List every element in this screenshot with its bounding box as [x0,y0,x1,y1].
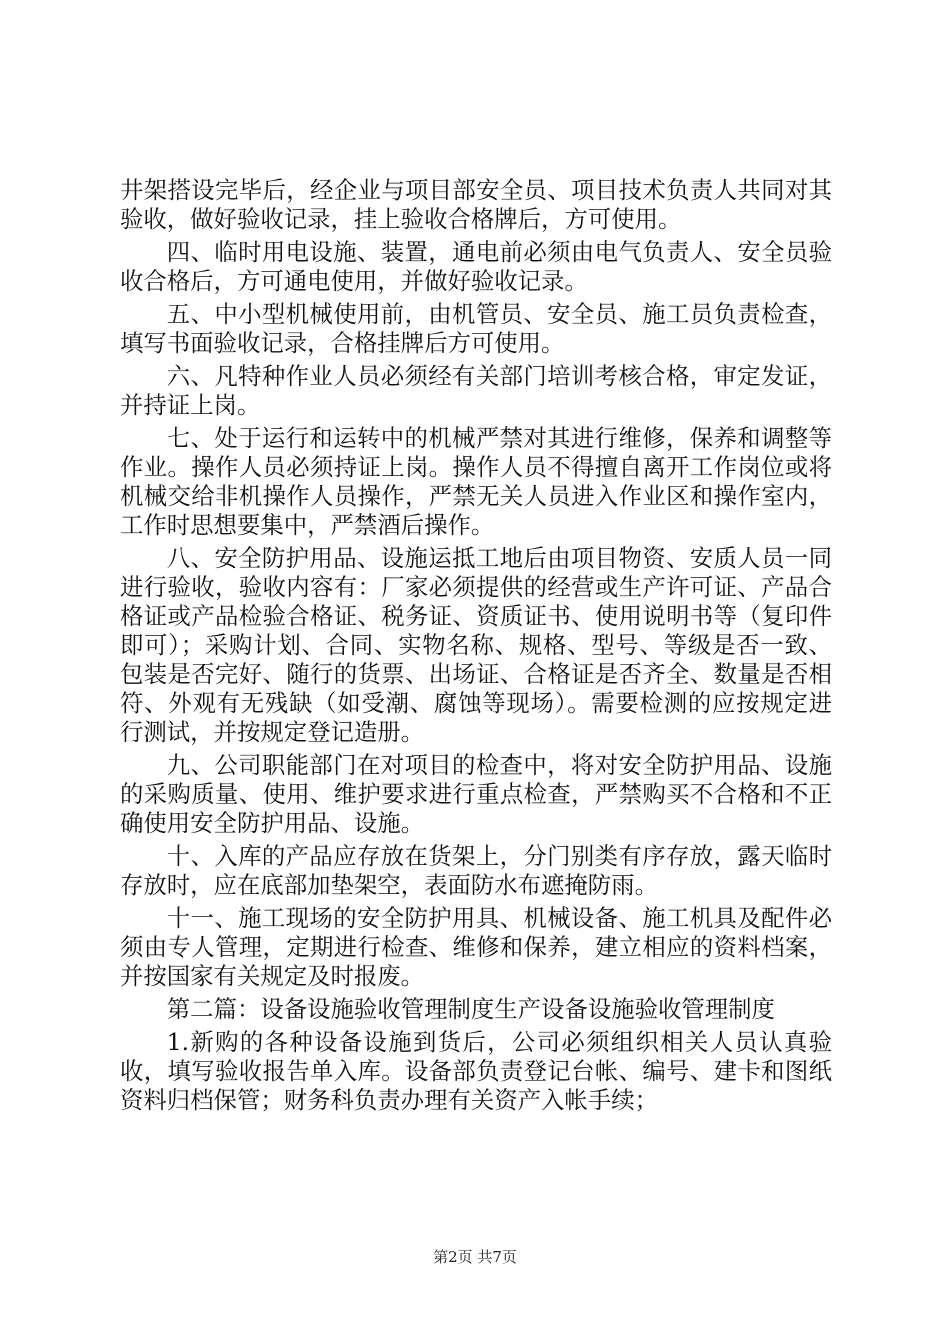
paragraph-continuation: 井架搭设完毕后，经企业与项目部安全员、项目技术负责人共同对其验收，做好验收记录，挂上验收合格牌后，方可使用。 [120,176,832,233]
paragraph-item-7: 七、处于运行和运转中的机械严禁对其进行维修，保养和调整等作业。操作人员必须持证上岗。操作人员不得擅自离开工作岗位或将机械交给非机操作人员操作，严禁无关人员进入作业区和操作室内，工作时思想要集中，严禁酒后操作。 [120,424,832,539]
paragraph-item-6: 六、凡特种作业人员必须经有关部门培训考核合格，审定发证，并持证上岗。 [120,362,832,419]
paragraph-item-5: 五、中小型机械使用前，由机管员、安全员、施工员负责检查，填写书面验收记录，合格挂牌后方可使用。 [120,300,832,357]
paragraph-item-1: 1.新购的各种设备设施到货后，公司必须组织相关人员认真验收，填写验收报告单入库。设备部负责登记台帐、编号、建卡和图纸资料归档保管；财务科负责办理有关资产入帐手续； [120,1028,832,1114]
paragraph-item-4: 四、临时用电设施、装置，通电前必须由电气负责人、安全员验收合格后，方可通电使用，并做好验收记录。 [120,238,832,295]
paragraph-item-9: 九、公司职能部门在对项目的检查中，将对安全防护用品、设施的采购质量、使用、维护要求进行重点检查，严禁购买不合格和不正确使用安全防护用品、设施。 [120,751,832,837]
section-heading: 第二篇：设备设施验收管理制度生产设备设施验收管理制度 [166,995,775,1023]
paragraph-item-8: 八、安全防护用品、设施运抵工地后由项目物资、安质人员一同进行验收，验收内容有：厂家必须提供的经营或生产许可证、产品合格证或产品检验合格证、税务证、资质证书、使用说明书等（复印件即可）；采购计划、合同、实物名称、规格、型号、等级是否一致、包装是否完好、随行的货票、出场证、合格证是否齐全、数量是否相符、外观有无残缺（如受潮、腐蚀等现场）。需要检测的应按规定进行测试，并按规定登记造册。 [120,544,832,746]
page-footer: 第2页 共7页 [433,1248,517,1266]
paragraph-item-11: 十一、施工现场的安全防护用具、机械设备、施工机具及配件必须由专人管理，定期进行检查、维修和保养，建立相应的资料档案，并按国家有关规定及时报废。 [120,904,832,990]
paragraph-item-10: 十、入库的产品应存放在货架上，分门别类有序存放，露天临时存放时，应在底部加垫架空，表面防水布遮掩防雨。 [120,842,832,899]
document-body [120,176,832,1119]
